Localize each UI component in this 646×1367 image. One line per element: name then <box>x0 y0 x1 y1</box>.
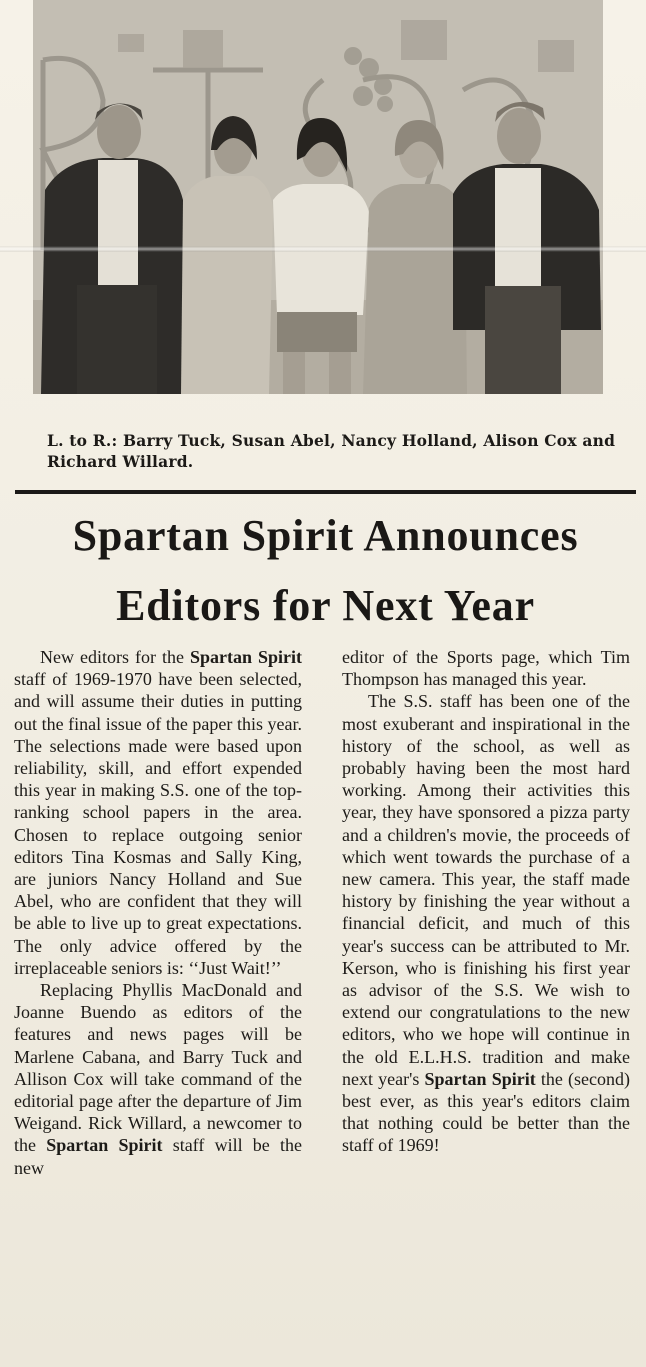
article-column-left <box>14 646 302 1179</box>
article-paragraph-continued: editor of the Sports page, which Tim Thompson has managed this year. <box>342 647 630 690</box>
publication-name: Spartan Spirit <box>189 647 302 667</box>
photo-caption: L. to R.: Barry Tuck, Susan Abel, Nancy Holland, Alison Cox and Richard Willard. <box>47 431 616 471</box>
publication-name: Spartan Spirit <box>424 1068 536 1089</box>
headline-line-2: Editors for Next Year <box>116 581 535 630</box>
article-headline <box>15 506 636 638</box>
article-column-right <box>342 646 630 1157</box>
paper-fold-crease <box>0 246 646 252</box>
publication-name: Spartan Spirit <box>46 1135 163 1156</box>
article-paragraph: Replacing Phyllis MacDonald and Joanne Buendo as editors of the features and news pages will be Marlene Cabana, and Barry Tuck and Allison Cox will take command of the editorial page after the departure of Jim Weigand. Rick Willard, a newcomer to the Spartan Spirit staff will be the new <box>14 980 302 1178</box>
section-divider <box>15 490 636 494</box>
headline-line-1: Spartan Spirit Announces <box>72 511 579 560</box>
staff-photo <box>33 0 603 394</box>
article-paragraph: The S.S. staff has been one of the most exuberant and inspirational in the history of the school, as well as probably having been the most hard working. Among their activities this year, they have sponsored a pizza party and a children's movie, the proceeds of which went towards the purchase of a new camera. This year, the staff made history by finishing the year without a financial deficit, and much of this year's success can be attributed to Mr. Kerson, who is finishing his first year as advisor of the S.S. We wish to extend our congratulations to the new editors, who we hope will continue in the old E.L.H.S. tradition and make next year's Spartan Spirit the (second) best ever, as this year's editors claim that nothing could be better than the staff of 1969! <box>342 691 630 1156</box>
article-paragraph: New editors for the Spartan Spirit staff of 1969-1970 have been selected, and will assume their duties in putting out the final issue of the paper this year. The selections made were based upon reliability, skill, and effort expended this year in making S.S. one of the top-ranking school papers in the area. Chosen to replace outgoing senior editors Tina Kosmas and Sally King, are juniors Nancy Holland and Sue Abel, who are confident that they will be able to live up to great expectations. The only advice offered by the irreplaceable seniors is: ‘‘Just Wait!’’ <box>14 647 302 978</box>
staff-photo-image <box>33 0 603 394</box>
